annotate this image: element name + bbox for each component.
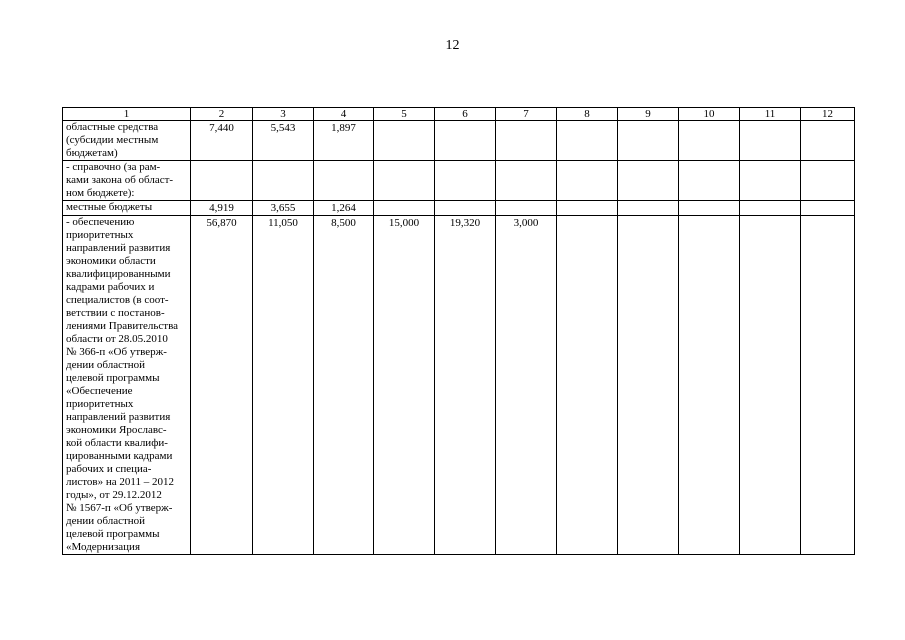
value-cell xyxy=(496,201,557,216)
column-number: 4 xyxy=(314,108,374,121)
value-cell xyxy=(740,201,801,216)
column-number: 1 xyxy=(63,108,191,121)
value-cell xyxy=(557,201,618,216)
value-cell xyxy=(253,161,314,201)
row-label-cell: областные средства (субсидии местным бюджетам) xyxy=(63,121,191,161)
column-number: 11 xyxy=(740,108,801,121)
value-cell: 15,000 xyxy=(374,216,435,555)
column-number: 9 xyxy=(618,108,679,121)
value-cell xyxy=(740,121,801,161)
value-cell xyxy=(679,201,740,216)
column-number: 12 xyxy=(801,108,855,121)
value-cell xyxy=(557,121,618,161)
column-number: 6 xyxy=(435,108,496,121)
value-cell xyxy=(618,121,679,161)
value-cell: 1,264 xyxy=(314,201,374,216)
value-cell xyxy=(679,161,740,201)
value-cell xyxy=(801,161,855,201)
value-cell xyxy=(679,121,740,161)
value-cell xyxy=(618,216,679,555)
value-cell xyxy=(801,216,855,555)
value-cell: 4,919 xyxy=(191,201,253,216)
table-row xyxy=(63,121,855,161)
column-number: 3 xyxy=(253,108,314,121)
value-cell xyxy=(496,161,557,201)
value-cell xyxy=(496,121,557,161)
value-cell xyxy=(374,121,435,161)
value-cell: 1,897 xyxy=(314,121,374,161)
value-cell xyxy=(374,161,435,201)
value-cell xyxy=(557,161,618,201)
value-cell: 3,655 xyxy=(253,201,314,216)
column-number: 8 xyxy=(557,108,618,121)
table-row xyxy=(63,216,855,555)
value-cell: 3,000 xyxy=(496,216,557,555)
value-cell xyxy=(557,216,618,555)
table-row xyxy=(63,201,855,216)
table-body xyxy=(63,121,855,555)
column-number: 5 xyxy=(374,108,435,121)
value-cell: 56,870 xyxy=(191,216,253,555)
value-cell xyxy=(435,161,496,201)
value-cell xyxy=(435,201,496,216)
value-cell xyxy=(618,161,679,201)
value-cell: 7,440 xyxy=(191,121,253,161)
row-label-cell: - справочно (за рам- ками закона об област- ном бюджете): xyxy=(63,161,191,201)
table-row xyxy=(63,161,855,201)
value-cell: 11,050 xyxy=(253,216,314,555)
value-cell xyxy=(740,161,801,201)
row-label-cell: - обеспечению приоритетных направлений развития экономики области квалифицированными кадрами рабочих и специалистов (в соот- ветствии с постанов- лениями Правительства области от 28.05.2010 № 366-п «Об утверж- дении областной целевой программы «Обеспечение приоритетных направлений развития экономики Ярославс- кой области квалифи- цированными кадрами рабочих и специа- листов» на 2011 – 2012 годы», от 29.12.2012 № 1567-п «Об утверж- дении областной целевой программы «Модернизация xyxy=(63,216,191,555)
column-number: 7 xyxy=(496,108,557,121)
value-cell: 5,543 xyxy=(253,121,314,161)
column-number: 10 xyxy=(679,108,740,121)
column-number-row xyxy=(63,108,855,121)
column-number: 2 xyxy=(191,108,253,121)
value-cell xyxy=(801,121,855,161)
value-cell xyxy=(618,201,679,216)
row-label-cell: местные бюджеты xyxy=(63,201,191,216)
value-cell xyxy=(679,216,740,555)
value-cell xyxy=(191,161,253,201)
value-cell xyxy=(801,201,855,216)
value-cell: 8,500 xyxy=(314,216,374,555)
page-number: 12 xyxy=(445,38,460,53)
value-cell xyxy=(314,161,374,201)
value-cell xyxy=(740,216,801,555)
budget-table xyxy=(62,107,855,555)
value-cell: 19,320 xyxy=(435,216,496,555)
value-cell xyxy=(435,121,496,161)
value-cell xyxy=(374,201,435,216)
